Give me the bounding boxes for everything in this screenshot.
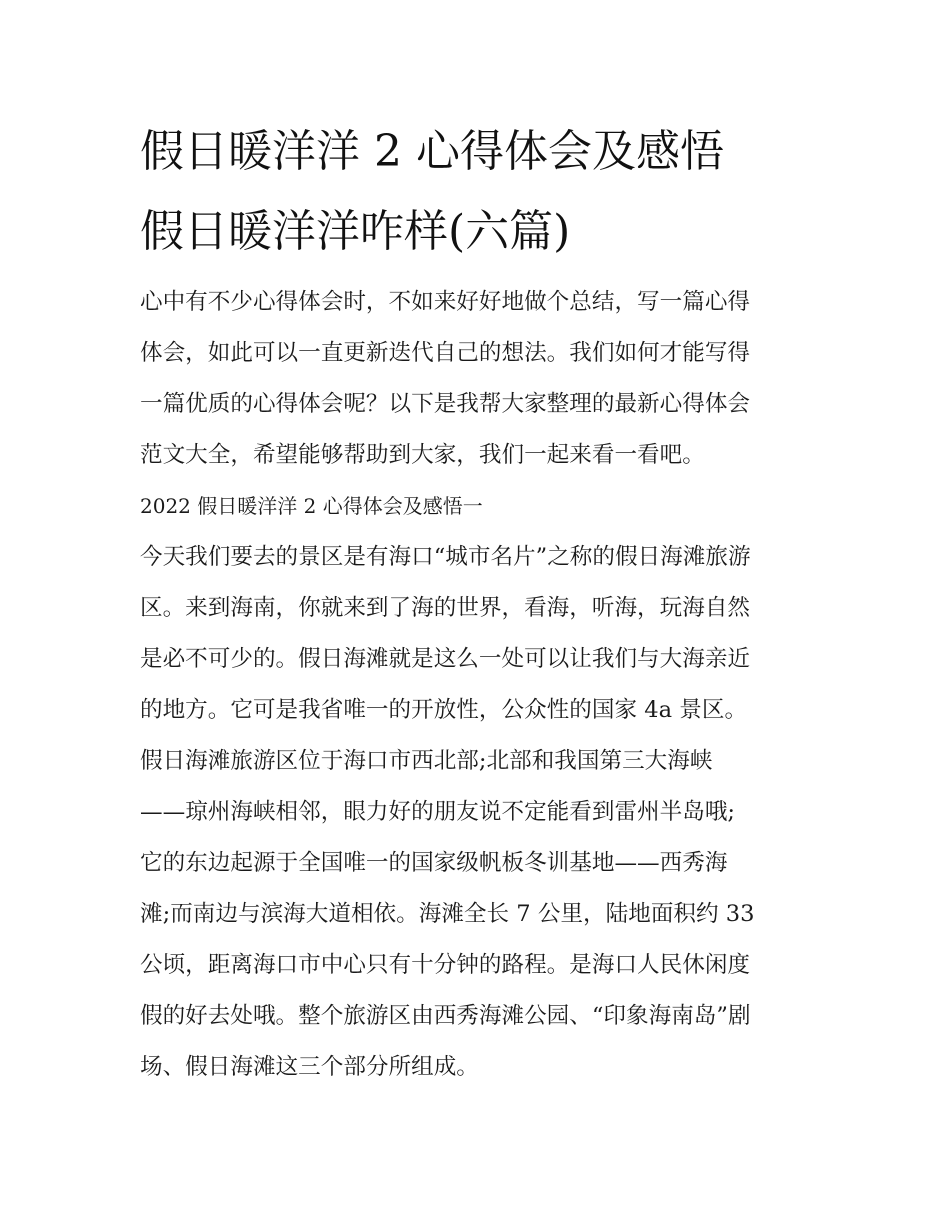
section-heading: 2022 假日暖洋洋 2 心得体会及感悟一	[140, 494, 483, 518]
paragraph-line: 场、假日海滩这三个部分所组成。	[140, 1054, 479, 1080]
paragraph-line: 的地方。它可是我省唯一的开放性，公众性的国家 4a 景区。	[140, 697, 748, 723]
paragraph-line: 公顷，距离海口市中心只有十分钟的路程。是海口人民休闲度	[140, 952, 751, 978]
paragraph-line: 假日海滩旅游区位于海口市西北部;北部和我国第三大海峡	[140, 748, 713, 774]
title-line-1: 假日暖洋洋 2 心得体会及感悟	[140, 126, 724, 177]
document-body	[140, 277, 820, 1093]
title-line-2: 假日暖洋洋咋样(六篇)	[140, 206, 571, 257]
paragraph-line: 区。来到海南，你就来到了海的世界，看海，听海，玩海自然	[140, 595, 751, 621]
paragraph-line: ——琼州海峡相邻，眼力好的朋友说不定能看到雷州半岛哦;	[140, 799, 736, 825]
paragraph-line: 心中有不少心得体会时，不如来好好地做个总结，写一篇心得	[140, 289, 751, 315]
paragraph-line: 体会，如此可以一直更新迭代自己的想法。我们如何才能写得	[140, 340, 751, 366]
document-title	[140, 112, 820, 272]
paragraph-line: 它的东边起源于全国唯一的国家级帆板冬训基地——西秀海	[140, 850, 728, 876]
paragraph-line: 范文大全，希望能够帮助到大家，我们一起来看一看吧。	[140, 442, 705, 468]
paragraph-line: 是必不可少的。假日海滩就是这么一处可以让我们与大海亲近	[140, 646, 751, 672]
paragraph-line: 滩;而南边与滨海大道相依。海滩全长 7 公里，陆地面积约 33	[140, 901, 755, 927]
paragraph-line: 假的好去处哦。整个旅游区由西秀海滩公园、“印象海南岛”剧	[140, 1003, 751, 1029]
paragraph-line: 一篇优质的心得体会呢？以下是我帮大家整理的最新心得体会	[140, 391, 751, 417]
paragraph-line: 今天我们要去的景区是有海口“城市名片”之称的假日海滩旅游	[140, 544, 751, 570]
